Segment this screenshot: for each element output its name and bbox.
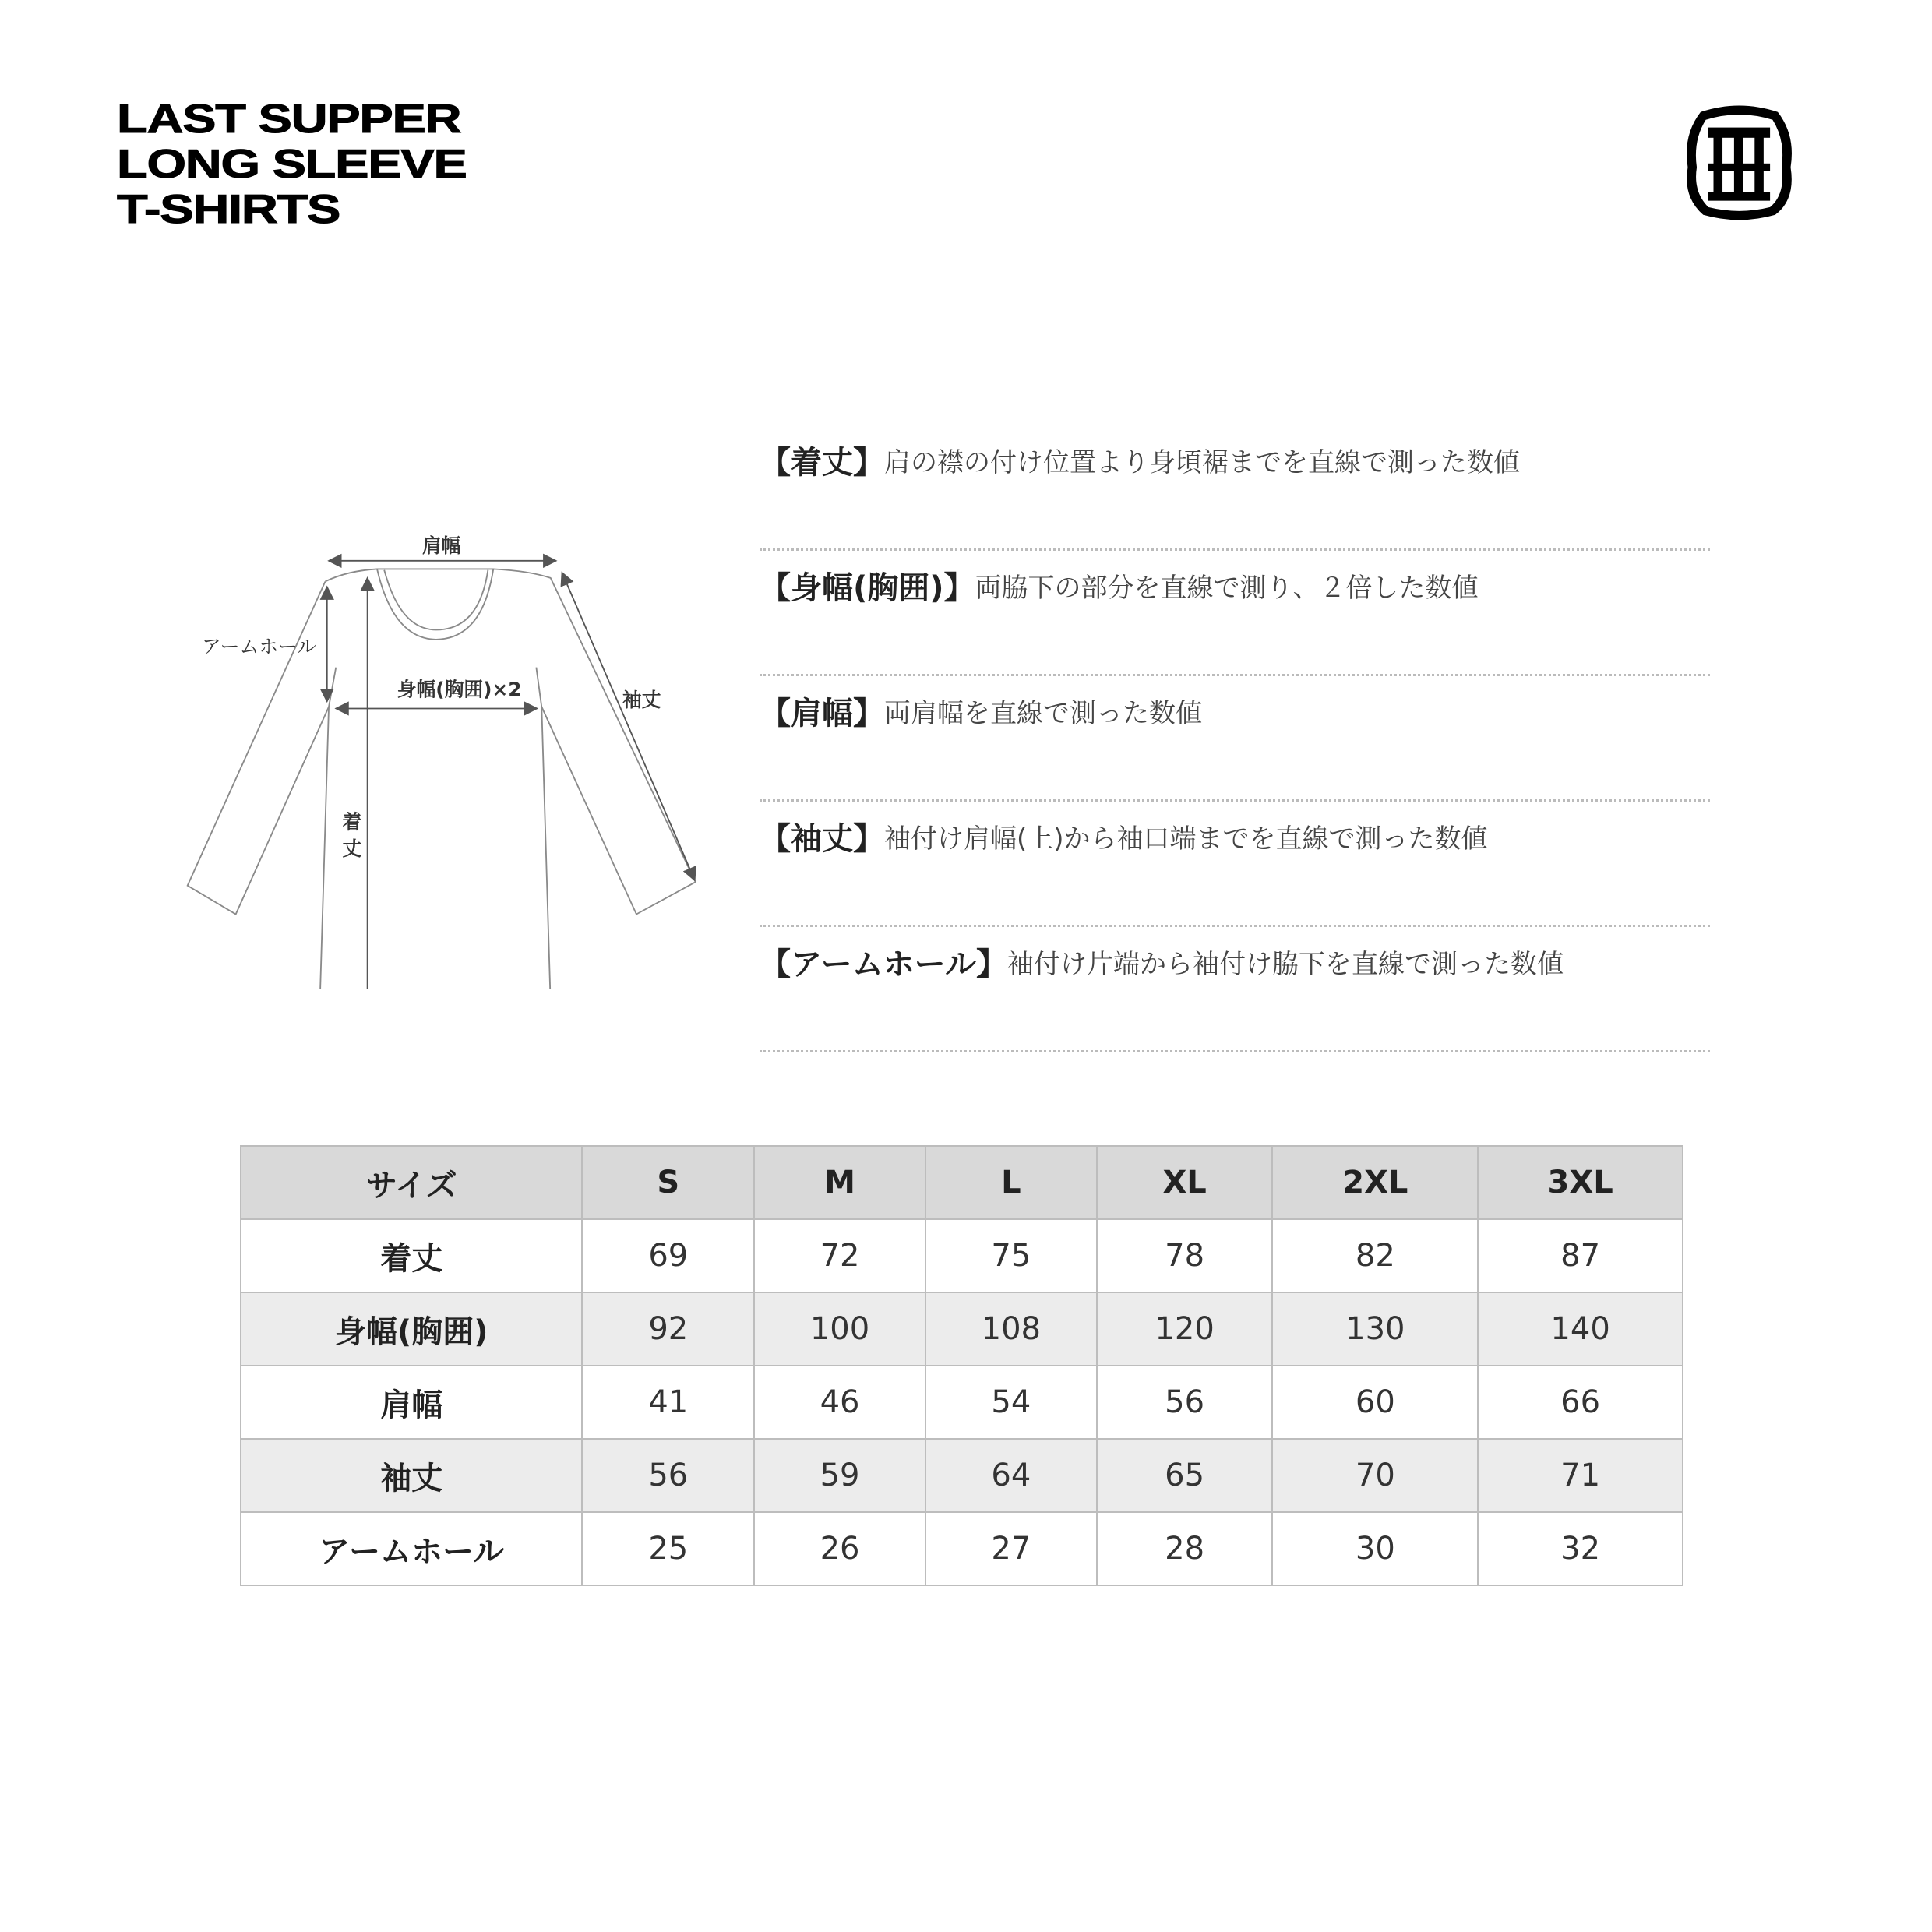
table-cell: 71 [1478, 1439, 1683, 1512]
header-cell: M [754, 1146, 925, 1219]
size-chart-table [240, 1145, 1683, 1586]
table-cell: 65 [1097, 1439, 1273, 1512]
label-length-2: 丈 [342, 837, 362, 860]
table-cell: 69 [582, 1219, 754, 1292]
definition-term: 【袖丈】 [760, 821, 884, 857]
definition-row [760, 676, 1710, 802]
table-cell: 56 [1097, 1366, 1273, 1439]
table-cell: 70 [1272, 1439, 1478, 1512]
label-armhole: アームホール [201, 635, 317, 658]
label-body-width: 身幅(胸囲)×2 [397, 678, 522, 701]
definition-text: 袖付け肩幅(上)から袖口端までを直線で測った数値 [884, 823, 1488, 855]
brand-logo-icon [1675, 97, 1803, 225]
table-row [241, 1439, 1683, 1512]
shirt-measurement-diagram [171, 506, 732, 989]
table-row [241, 1219, 1683, 1292]
row-label: 身幅(胸囲) [241, 1292, 582, 1366]
table-cell: 41 [582, 1366, 754, 1439]
title-line-2: LONG SLEEVE [117, 142, 467, 187]
table-cell: 100 [754, 1292, 925, 1366]
header-cell: XL [1097, 1146, 1273, 1219]
label-sleeve-length: 袖丈 [622, 689, 661, 712]
table-cell: 26 [754, 1512, 925, 1585]
definition-term: 【身幅(胸囲)】 [760, 570, 975, 606]
header-cell: L [925, 1146, 1097, 1219]
table-cell: 75 [925, 1219, 1097, 1292]
definition-row [760, 551, 1710, 676]
table-cell: 56 [582, 1439, 754, 1512]
row-label: 袖丈 [241, 1439, 582, 1512]
definition-text: 袖付け片端から袖付け脇下を直線で測った数値 [1007, 949, 1564, 980]
sleeve-length-arrow [562, 573, 694, 880]
product-title [117, 97, 467, 232]
measurement-definitions [760, 425, 1710, 1052]
table-cell: 72 [754, 1219, 925, 1292]
table-cell: 46 [754, 1366, 925, 1439]
table-cell: 25 [582, 1512, 754, 1585]
table-cell: 32 [1478, 1512, 1683, 1585]
table-cell: 30 [1272, 1512, 1478, 1585]
table-row [241, 1512, 1683, 1585]
table-cell: 60 [1272, 1366, 1478, 1439]
definition-text: 肩の襟の付け位置より身頃裾までを直線で測った数値 [884, 447, 1520, 478]
label-shoulder-width: 肩幅 [421, 534, 461, 557]
table-cell: 28 [1097, 1512, 1273, 1585]
label-length-1: 着 [342, 810, 362, 834]
header-cell: 3XL [1478, 1146, 1683, 1219]
table-cell: 108 [925, 1292, 1097, 1366]
table-cell: 66 [1478, 1366, 1683, 1439]
shirt-outline [188, 569, 696, 989]
table-cell: 87 [1478, 1219, 1683, 1292]
table-cell: 120 [1097, 1292, 1273, 1366]
definition-text: 両脇下の部分を直線で測り、２倍した数値 [975, 573, 1479, 604]
row-label: アームホール [241, 1512, 582, 1585]
table-cell: 82 [1272, 1219, 1478, 1292]
header-cell: 2XL [1272, 1146, 1478, 1219]
table-row [241, 1292, 1683, 1366]
title-line-3: T-SHIRTS [117, 187, 340, 232]
row-label: 着丈 [241, 1219, 582, 1292]
table-cell: 140 [1478, 1292, 1683, 1366]
table-cell: 130 [1272, 1292, 1478, 1366]
table-row [241, 1366, 1683, 1439]
title-line-1: LAST SUPPER [117, 97, 461, 142]
definition-row [760, 802, 1710, 927]
row-label: 肩幅 [241, 1366, 582, 1439]
table-cell: 78 [1097, 1219, 1273, 1292]
table-cell: 54 [925, 1366, 1097, 1439]
table-cell: 64 [925, 1439, 1097, 1512]
header-cell: サイズ [241, 1146, 582, 1219]
table-cell: 92 [582, 1292, 754, 1366]
definition-term: 【アームホール】 [760, 947, 1007, 982]
definition-term: 【肩幅】 [760, 696, 884, 732]
header-cell: S [582, 1146, 754, 1219]
definition-row [760, 927, 1710, 1052]
table-cell: 59 [754, 1439, 925, 1512]
table-header-row [241, 1146, 1683, 1219]
definition-term: 【着丈】 [760, 445, 884, 481]
definition-row [760, 425, 1710, 551]
definition-text: 両肩幅を直線で測った数値 [884, 698, 1202, 729]
table-cell: 27 [925, 1512, 1097, 1585]
